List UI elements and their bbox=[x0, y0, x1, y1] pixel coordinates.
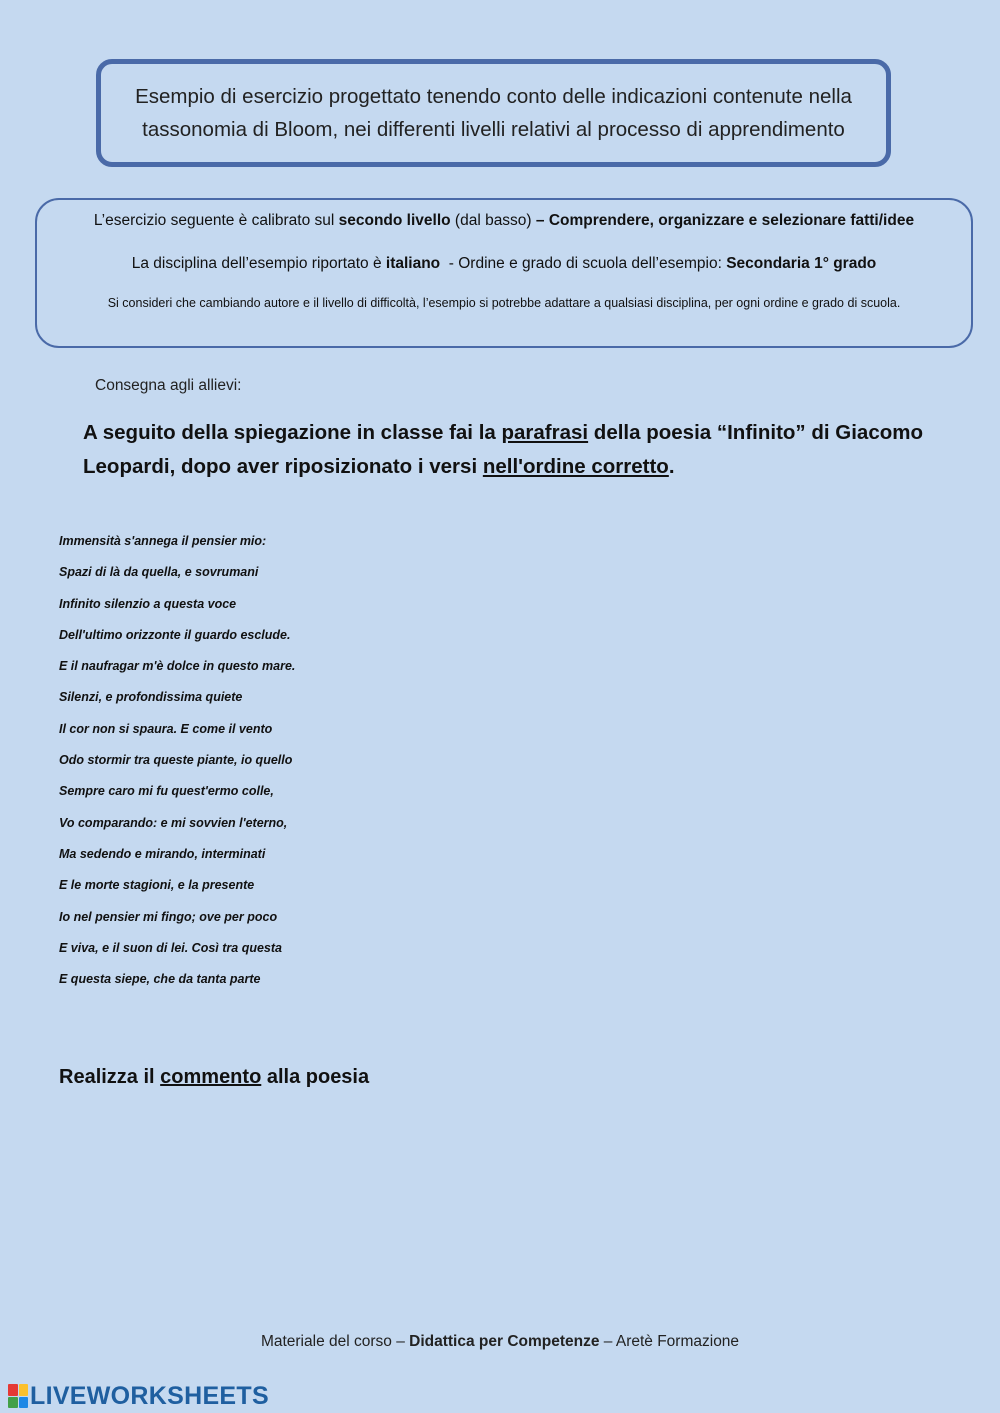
logo-square bbox=[8, 1397, 18, 1409]
verse-item[interactable]: Infinito silenzio a questa voce bbox=[59, 596, 237, 611]
verse-item[interactable]: Odo stormir tra queste piante, io quello bbox=[59, 753, 293, 768]
verse-item[interactable]: Silenzi, e profondissima quiete bbox=[59, 690, 243, 705]
info-note-line: Si consideri che cambiando autore e il livello di difficoltà, l’esempio si potrebbe adattare a qualsiasi disciplina, per ogni ordine e grado di scuola. bbox=[107, 296, 901, 310]
verse-item[interactable]: E questa siepe, che da tanta parte bbox=[59, 972, 261, 987]
verse-item[interactable]: Sempre caro mi fu quest'ermo colle, bbox=[59, 784, 274, 799]
verse-item[interactable]: E il naufragar m'è dolce in questo mare. bbox=[59, 659, 296, 674]
header-title-box bbox=[96, 59, 891, 167]
verse-item[interactable]: Immensità s'annega il pensier mio: bbox=[59, 534, 267, 548]
ordine-keyword: nell'ordine corretto bbox=[482, 455, 669, 478]
liveworksheets-brand[interactable] bbox=[8, 1382, 269, 1410]
liveworksheets-logo-icon bbox=[8, 1384, 28, 1408]
task-instruction: A seguito della spiegazione in classe fai la parafrasi della poesia “Infinito” di Giacomo Leopardi, dopo aver riposizionato i versi nell'ordine corretto. bbox=[83, 421, 923, 478]
logo-square bbox=[8, 1384, 18, 1396]
commento-instruction: Realizza il commento alla poesia bbox=[59, 1066, 370, 1088]
verse-item[interactable]: Ma sedendo e mirando, interminati bbox=[59, 846, 266, 861]
commento-keyword: commento bbox=[160, 1066, 262, 1088]
verse-item[interactable]: Il cor non si spaura. E come il vento bbox=[59, 721, 273, 736]
logo-square bbox=[19, 1384, 29, 1396]
verse-item[interactable]: E le morte stagioni, e la presente bbox=[59, 878, 255, 893]
verse-item[interactable]: Io nel pensier mi fingo; ove per poco bbox=[59, 909, 278, 924]
info-level-line: L’esercizio seguente è calibrato sul secondo livello (dal basso) – Comprendere, organizzare e selezionare fatti/idee bbox=[93, 212, 915, 229]
verse-item[interactable]: Vo comparando: e mi sovvien l'eterno, bbox=[59, 815, 288, 830]
verse-item[interactable]: Dell'ultimo orizzonte il guardo esclude. bbox=[59, 627, 291, 642]
consegna-label: Consegna agli allievi: bbox=[95, 377, 242, 394]
verse-list bbox=[59, 530, 295, 999]
verse-item[interactable]: Spazi di là da quella, e sovrumani bbox=[59, 565, 259, 580]
brand-name: LIVEWORKSHEETS bbox=[30, 1381, 269, 1410]
info-box bbox=[35, 198, 973, 348]
logo-square bbox=[19, 1397, 29, 1409]
info-discipline-line: La disciplina dell’esempio riportato è italiano - Ordine e grado di scuola dell’esempio: Secondaria 1° grado bbox=[131, 255, 877, 272]
parafrasi-keyword: parafrasi bbox=[501, 421, 589, 444]
verse-item[interactable]: E viva, e il suon di lei. Così tra questa bbox=[59, 940, 282, 955]
header-title: Esempio di esercizio progettato tenendo conto delle indicazioni contenute nella tassonomia di Bloom, nei differenti livelli relativi al processo di apprendimento bbox=[135, 85, 852, 141]
footer-credits: Materiale del corso – Didattica per Competenze – Aretè Formazione bbox=[260, 1333, 740, 1350]
